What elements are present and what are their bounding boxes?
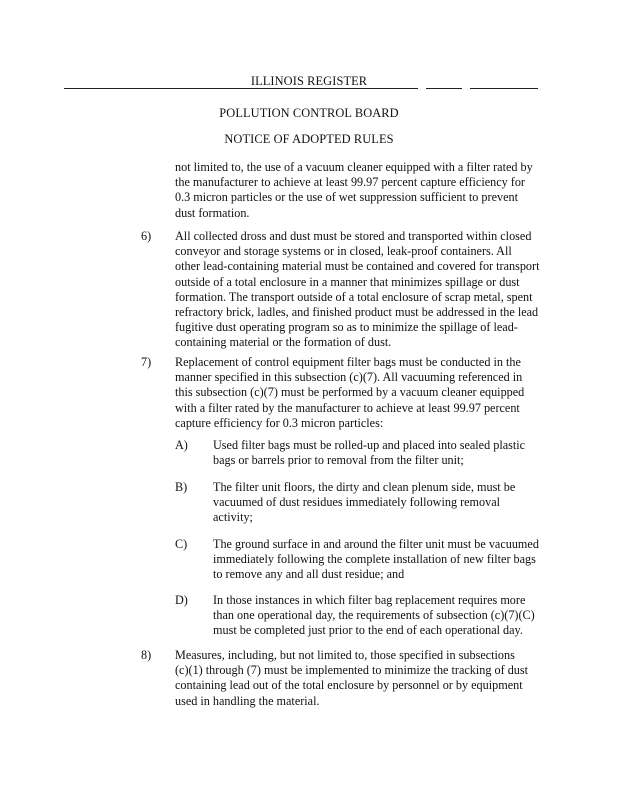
text-line: outside of a total enclosure in a manner that minimizes spillage or dust [175, 274, 520, 289]
text-line: immediately following the complete installation of new filter bags [213, 552, 536, 567]
subitem-paragraph [213, 593, 535, 639]
text-line: not limited to, the use of a vacuum cleaner equipped with a filter rated by [175, 160, 533, 174]
text-line: the manufacturer to achieve at least 99.97 percent capture efficiency for [175, 175, 525, 190]
text-line: activity; [213, 510, 253, 525]
text-line: to remove any and all dust residue; and [213, 567, 405, 582]
text-line: Measures, including, but not limited to, those specified in subsections [175, 648, 515, 662]
subitem-letter: D) [175, 593, 188, 607]
text-line: The ground surface in and around the filter unit must be vacuumed [213, 537, 539, 551]
text-line: vacuumed of dust residues immediately following removal [213, 495, 501, 510]
text-line: capture efficiency for 0.3 micron particles: [175, 415, 384, 430]
item-number: 7) [141, 355, 152, 369]
text-line: formation. The transport outside of a total enclosure of scrap metal, spent [175, 289, 533, 304]
text-line: containing material or the formation of dust. [175, 335, 392, 350]
text-line: All collected dross and dust must be stored and transported within closed [175, 229, 532, 243]
item-number: 8) [141, 648, 152, 662]
text-line: than one operational day, the requirements of subsection (c)(7)(C) [213, 608, 535, 623]
text-line: bags or barrels prior to removal from the filter unit; [213, 453, 464, 468]
text-line: Replacement of control equipment filter bags must be conducted in the [175, 355, 521, 369]
subitem-paragraph [213, 438, 525, 468]
subitem-paragraph [213, 537, 539, 583]
text-line: other lead-containing material must be contained and covered for transport [175, 259, 540, 274]
item-paragraph [175, 355, 524, 431]
header-rule-segment [470, 88, 538, 89]
intro-paragraph [175, 160, 533, 221]
register-title: ILLINOIS REGISTER [250, 74, 368, 88]
text-line: manner specified in this subsection (c)(7). All vacuuming referenced in [175, 370, 523, 385]
text-line: used in handling the material. [175, 693, 320, 708]
text-line: 0.3 micron particles or the use of wet suppression sufficient to prevent [175, 190, 518, 205]
text-line: must be completed just prior to the end of each operational day. [213, 623, 523, 638]
header-rule [64, 88, 418, 89]
header-rule-segment [426, 88, 462, 89]
subitem-letter: A) [175, 438, 188, 452]
text-line: (c)(1) through (7) must be implemented to minimize the tracking of dust [175, 663, 529, 678]
text-line: containing lead out of the total enclosure by personnel or by equipment [175, 678, 523, 693]
item-number: 6) [141, 229, 152, 243]
text-line: this subsection (c)(7) must be performed by a vacuum cleaner equipped [175, 385, 525, 400]
subitem-letter: B) [175, 480, 188, 494]
text-line: Used filter bags must be rolled-up and placed into sealed plastic [213, 438, 526, 452]
text-line: with a filter rated by the manufacturer to achieve at least 99.97 percent [175, 400, 520, 415]
subitem-letter: C) [175, 537, 188, 551]
board-name: POLLUTION CONTROL BOARD [219, 106, 399, 120]
item-paragraph [175, 229, 539, 351]
text-line: The filter unit floors, the dirty and clean plenum side, must be [213, 480, 516, 494]
subitem-paragraph [213, 480, 515, 526]
text-line: In those instances in which filter bag replacement requires more [213, 593, 526, 607]
text-line: fugitive dust operating program so as to minimize the spillage of lead- [175, 320, 518, 335]
text-line: conveyor and storage systems or in closed, leak-proof containers. All [175, 244, 512, 259]
notice-title: NOTICE OF ADOPTED RULES [224, 132, 394, 146]
text-line: refractory brick, ladles, and finished product must be addressed in the lead [175, 305, 539, 320]
item-paragraph [175, 648, 528, 709]
text-line: dust formation. [175, 205, 250, 220]
